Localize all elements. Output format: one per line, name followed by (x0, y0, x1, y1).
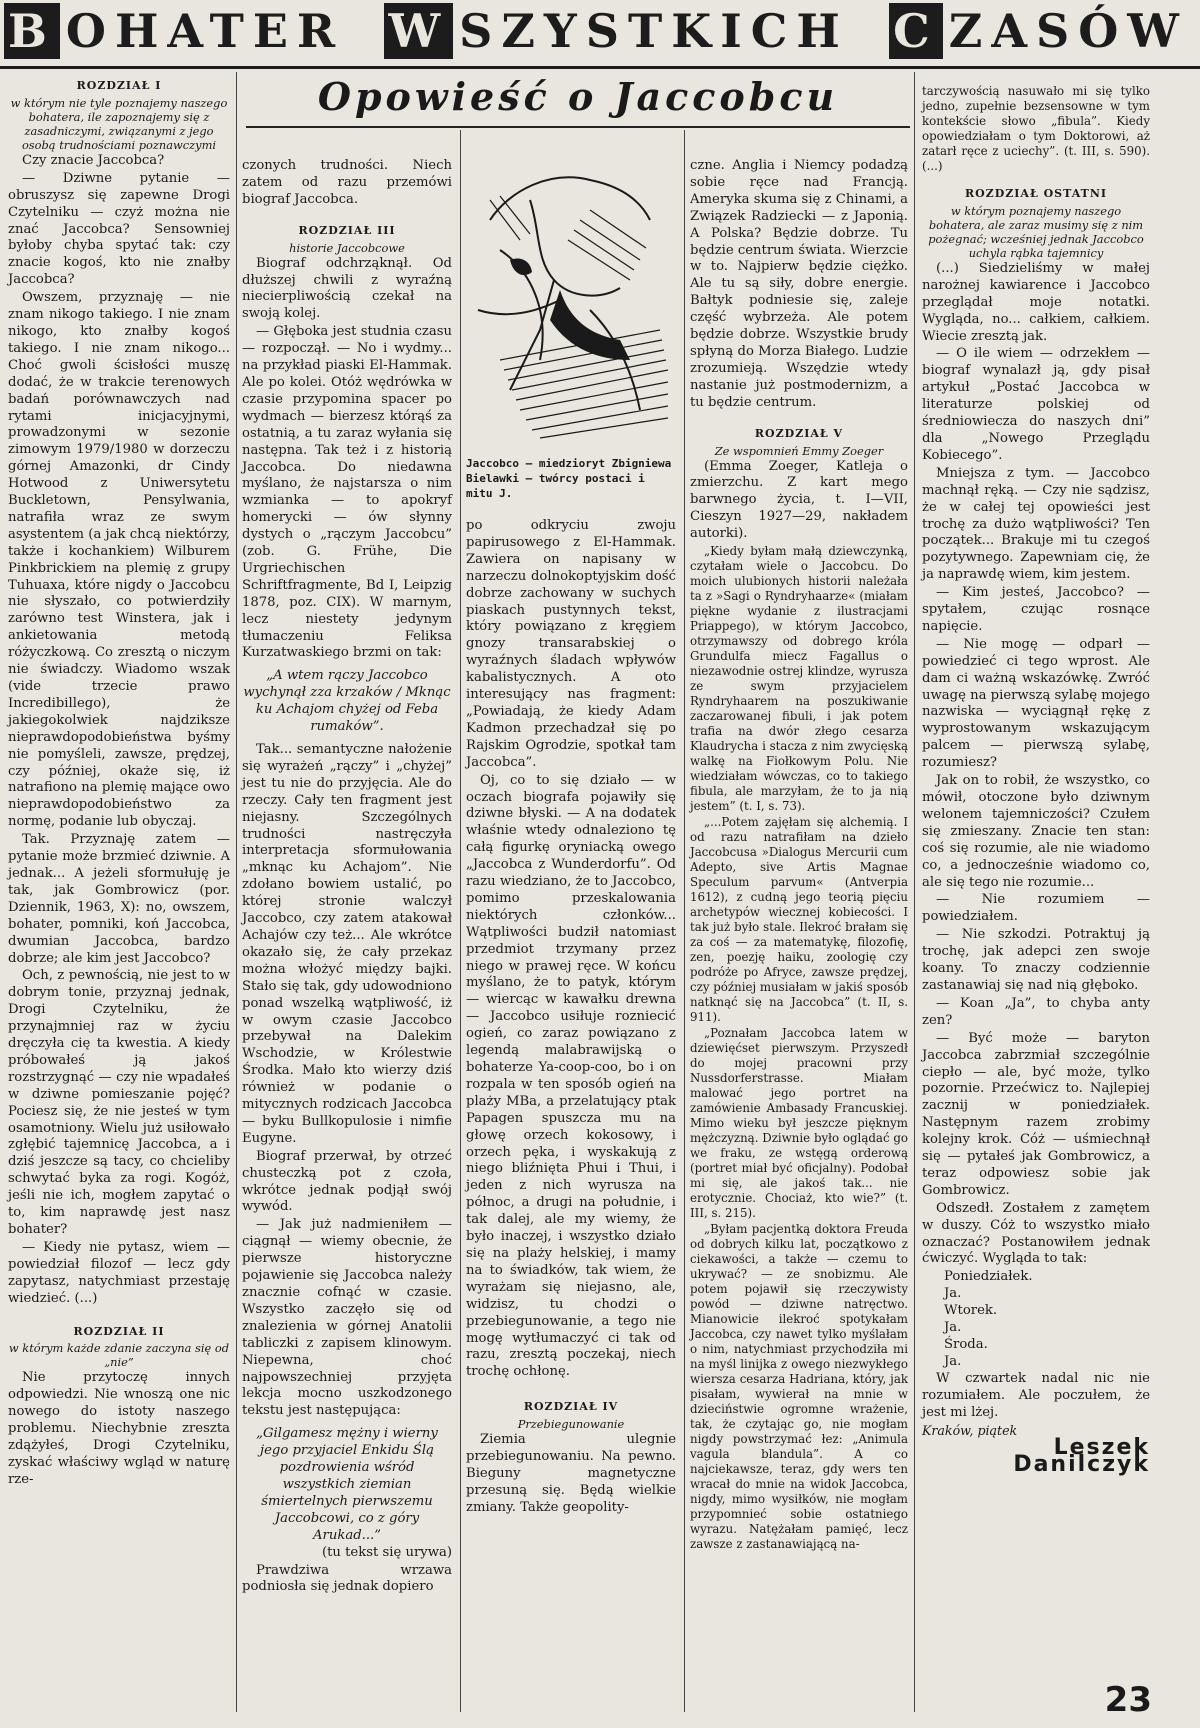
chapter-subtitle: historie Jaccobcowe (289, 240, 405, 255)
engraving-illustration (470, 160, 674, 448)
verse: „A wtem rączy Jaccobco wychynął zza krzaków / Mknąc ku Achajom chyżej od Feba rumaków”. (243, 668, 451, 735)
article-title: Opowieść o Jaccobcu (317, 74, 839, 119)
masthead-rule (0, 66, 1200, 69)
title-rule (246, 126, 910, 128)
chapter-heading: ROZDZIAŁ II (73, 1324, 165, 1338)
column-divider (914, 72, 915, 1712)
paragraph: Och, z pewnością, nie jest to w dobrym tonie, przyznaj jednak, Drogi Czytelniku, że przynajmniej raz w życiu dręczyła cię ta kwestia. A kiedy próbowałeś ją jakoś rozstrzygnąć — czy nie wpadałeś w dziwne pomieszanie pojęć? Pociesz się, że nie jesteś w tym osamotniony. Wielu już usiłowało zgłębić tajemnicę Jaccobca, a i dziś jeszcze są tacy, co chcieliby schwytać byka za rogi. Kogóż, jeśli nie ich, mogłem zapytać o to, kim naprawdę jest nasz bohater? (8, 968, 230, 1237)
paragraph: Nie przytoczę innych odpowiedzi. Nie wnoszą one nic nowego do istoty naszego problemu. Niechybnie zreszta zdążyłeś, Drogi Czytelniku, zyskać właściwy wgląd w naturę rze- (8, 1370, 230, 1487)
list-item: Ja. (944, 1286, 962, 1302)
paragraph: Biograf przerwał, by otrzeć chusteczką pot z czoła, wkrótce jednak podjął swój wywód. (242, 1148, 452, 1215)
paragraph: — Nie rozumiem — powiedziałem. (922, 892, 1150, 925)
column-divider (460, 130, 461, 1712)
paragraph: po odkryciu zwoju papirusowego z El-Hammak. Zawiera on napisany w narzeczu dolnokoptyjskim dość dobrze zachowany w suchych piaskach pustynnych tekst, który powiązano z kręgiem gnozy transarabskiej o wyraźnych śladach wpływów kabalistycznych. A oto interesujący nas fragment: „Powiadają, że kiedy Adam Kadmon przechadzał się po Rajskim Ogrodzie, spotkał tam Jaccobca”. (466, 518, 676, 770)
chapter-heading: ROZDZIAŁ OSTATNI (964, 187, 1108, 200)
paragraph: — Kiedy nie pytasz, wiem — powiedział filozof — lecz gdy zapytasz, natychmiast przestaję wiedzieć. (...) (8, 1239, 230, 1306)
list-item: Poniedziałek. (944, 1269, 1033, 1285)
paragraph: W czwartek nadal nic nie rozumiałem. Ale poczułem, że jest mi lżej. (922, 1370, 1150, 1420)
author-name: Leszek Danilczyk (1013, 1435, 1150, 1478)
chapter-subtitle: w którym nie tyle poznajemy naszego bohatera, ile zapoznajemy się z zasadniczymi, związanymi z jego osobą trudnościami poznawczymi (10, 95, 228, 152)
paragraph: Odszedł. Zostałem z zamętem w duszy. Cóż to wszystko miało oznaczać? Postanowiłem jednak ćwiczyć. Wygląda to tak: (922, 1200, 1150, 1267)
paragraph: — Kim jesteś, Jaccobco? — spytałem, czując rosnące napięcie. (922, 585, 1150, 634)
paragraph: Biograf odchrząknął. Od dłuższej chwili z wyraźną niecierpliwością czekał na swoją kolej. (242, 255, 452, 322)
paragraph: Tak. Przyznaję zatem — pytanie może brzmieć dziwnie. A jednak... A jeżeli sformułuję je tak, jak Gombrowicz (por. Dziennik, 1963, X): no, owszem, bohater, pomniki, koń Jaccobca, dwumian Jaccobca, bardzo dobrze; ale kim jest Jaccobco? (8, 832, 230, 966)
chapter-subtitle: Ze wspomnień Emmy Zoeger (714, 443, 884, 458)
illustration-caption: Jaccobco — miedzioryt Zbigniewa Bielawki — twórcy postaci i mitu J. (466, 457, 672, 500)
paragraph: Ziemia ulegnie przebiegunowaniu. Na pewno. Bieguny magnetyczne przesuną się. Będą wielkie zmiany. Także geopolity- (466, 1432, 676, 1515)
chapter-subtitle: w którym poznajemy naszego bohatera, ale zaraz musimy się z nim pożegnać; wcześniej jednak Jaccobco uchyla rąbka tajemnicy (928, 203, 1144, 260)
paragraph: — Dziwne pytanie — obruszysz się zapewne Drogi Czytelniku — czyż można nie znać Jaccobca? Sensowniej byłoby chyba spytać tak: czy znacie kogoś, kto nie znałby Jaccobca? (8, 170, 230, 288)
paragraph: — Być może — baryton Jaccobca zabrzmiał szczególnie ciepło — ale, być może, tylko pozornie. Przećwicz to. Najlepiej zacznij w poniedziałek. Następnym razem zrobimy kolejny krok. Cóż — uśmiechnął się — pytałeś jak Gombrowicz, a teraz odpowiesz sobie jak Gombrowicz. (922, 1030, 1150, 1198)
list-item: Ja. (944, 1353, 962, 1369)
quote-paragraph: „Byłam pacjentką doktora Freuda od dobrych kilku lat, początkowo z ciekawości, a także — czemu to ukrywać? — ze snobizmu. Ale potem pojawił się rzeczywisty powód — dziwne natręctwo. Mianowicie ilekroć spotykałam Jaccobca, czy nawet tylko myślałam o nim, natychmiast przychodziła mi na myśl linijka z owego niezwykłego wiersza cesarza Hadriana, który, jak pisałam, wywierał na mnie w dzieciństwie ogromne wrażenie, tak, że czytając go, nie mogłam nigdy powstrzymać łez: „Animula vagula blandula”. A co najciekawsze, teraz, gdy wers ten wracał do mnie na widok Jaccobca, nigdy, mimo wysiłków, nie mogłam przypomnieć sobie ostatniego wyrazu. Natężałam pamięć, lecz zawsze z zastanawiającą na- (690, 1222, 908, 1552)
masthead-word-1: B OHATER (4, 3, 344, 59)
masthead (0, 0, 1200, 62)
signature-place: Kraków, piątek (922, 1422, 1018, 1438)
paragraph: — Jak już nadmieniłem — ciągnął — wiemy obecnie, że pierwsze historyczne pojawienie się Jaccobca należy znacznie cofnąć w czasie. Wszystko zaczęło się od znalezienia w górnej Anatolii tabliczki z zapisem klinowym. Niepewna, choć najpowszechniej przyjęta lekcja mocno uszkodzonego tekstu jest następująca: (242, 1217, 452, 1419)
column-divider (236, 72, 237, 1712)
column-2 (242, 158, 452, 1597)
paragraph: Tak... semantyczne nałożenie się wyrażeń „rączy” i „chyżej” jest tu nie do przyjęcia. Ale do rzeczy. Cały ten fragment jest niejasny. Szczególnych trudności nastręczyła interpretacja sformułowania „mknąc ku Achajom”. Nie zdołano bowiem ustalić, po której stronie walczył Jaccobco, czy zatem atakował Achajów czy też... Ale wkrótce okazało się, że cały przekaz można włożyć między bajki. Stało się tak, gdy udowodniono ponad wszelką wątpliwość, iż w owym czasie Jaccobco przebywał na Dalekim Wschodzie, w Królestwie Środka. Mało kto wierzy dziś również w podanie o mitycznych rodzicach Jaccobca — byku Bullkopulosie i nimfie Eugyne. (242, 742, 452, 1146)
quote-paragraph: „...Potem zajęłam się alchemią. I od razu natrafiłam na dzieło Jaccobcusa »Dialogus Mercurii cum Adepto, sive Artis Magnae Speculum parvum« (Antverpia 1612), z cudną jego teorią pięciu archetypów wiecznej kobiecości. I tak już było stale. Ilekroć brałam się za coś — za matematykę, filozofię, zen, poezję haiku, zoologię czy podróże po Afryce, zawsze prędzej, czy później musiałam w jakiś sposób natknąć się na Jaccobca” (t. II, s. 911). (690, 815, 908, 1025)
masthead-word-3: C ZASÓW (889, 3, 1188, 59)
quote-paragraph: „Poznałam Jaccobca latem w dziewięćset pierwszym. Przyszedł do mojej pracowni przy Nussdorferstrasse. Miałam malować jego portret na zamówienie Ambasady Francuskiej. Mimo wieku był jeszcze pięknym mężczyzną. Dziwnie było oglądać go we fraku, ze wstęgą orderową (portret miał być oficjalny). Podobał mi się, ale jakoś tak... nie erotycznie. Chociaż, kto wie?” (t. III, s. 215). (690, 1026, 908, 1221)
column-4 (690, 158, 908, 1553)
column-1 (8, 78, 230, 1490)
paragraph: Czy znacie Jaccobca? (22, 152, 165, 168)
paragraph: czonych trudności. Niech zatem od razu przemówi biograf Jaccobca. (242, 158, 452, 207)
list-item: Wtorek. (944, 1303, 998, 1319)
chapter-subtitle: w którym każde zdanie zaczyna się od „nie” (8, 1341, 230, 1370)
paragraph: Jak on to robił, że wszystko, co mówił, otoczone było dziwnym welonem tajemniczości? Czułem się zmieszany. Znacie ten stan: coś się rozumie, ale nie wiadomo co, a jednocześnie wiadomo co, ale się tego nie rozumie... (922, 773, 1150, 890)
paragraph: — Głęboka jest studnia czasu — rozpoczął. — No i wydmy... na przykład piaski El-Hammak. Ale po kolei. Otóż wędrówka w czasie przypomina spacer po wydmach — bierzesz którąś za ostatnią, a tu zaraz wyłania się następna. Tak też i z historią Jaccobca. Do niedawna myślano, że najstarsza o nim wzmianka — to apokryf homerycki — ów słynny dystych o „rączym Jaccobcu” (zob. G. Frühe, Die Urgriechischen Schriftfragmente, Bd I, Leipzig 1878, poz. CIX). W marnym, lecz niestety jedynym tłumaczeniu Feliksa Kurzatwaskiego brzmi on tak: (242, 324, 452, 661)
list-item: Ja. (944, 1320, 962, 1336)
paragraph: Prawdziwa wrzawa podniosła się jednak dopiero (242, 1562, 452, 1595)
verse: „Gilgamesz mężny i wierny jego przyjaciel Enkidu Ślą pozdrowienia wśród wszystkich ziemian śmiertelnych pierwszemu Jaccobcowi, co z góry Arukad...” (256, 1426, 438, 1543)
paragraph: Mniejsza z tym. — Jaccobco machnął ręką. — Czy nie sądzisz, że w całej tej opowieści jest trochę za dużo wątpliwości? Ten początek... Brakuje mi tu czegoś pozytywnego. Zapewniam cię, że ja naprawdę wiem, kim jestem. (922, 465, 1150, 583)
column-5 (922, 84, 1150, 1478)
column-divider (684, 130, 685, 1712)
paragraph: Oj, co to się działo — w oczach biografa pojawiły się dziwne błyski. — A na dodatek właśnie wtedy odnaleziono tę całą figurkę oryniacką owego „Jaccobca z Wunderdorfu”. Od razu wiedziano, że to Jaccobco, pomimo przeskalowania niektórych członków... Wątpliwości budził natomiast przedmiot trzymany przez niego w prawej ręce. W końcu myślano, że to patyk, którym — wiercąc w kawałku drewna — Jaccobco usiłuje rozniecić ogień, co zaraz powiązano z legendą malabrawijską o bohaterze Ya-coop-coo, bo i on rozpala w ten sposób ogień na plaży MBa, a przelatujący ptak Papagen spuszcza mu na głowę orzech kokosowy, i orzech pęka, i wyskakują z niego bliźnięta Phui i Thui, i jeden z nich wyrusza na północ, a drugi na południe, i tak dalej, ale my wiemy, że było inaczej, i wszystko działo się na plaży helskiej, i mamy na to świadków, tak wiem, że wyrażam się niejasno, ale, widzisz, tu chodzi o przebiegunowanie, a tego nie mogę wytłumaczyć ci tak od razu, zresztą poczekaj, niech trochę ochłonę. (466, 772, 676, 1380)
masthead-word-2: W SZYSTKICH (384, 3, 848, 59)
quote-paragraph: „Kiedy byłam małą dziewczynką, czytałam wiele o Jaccobcu. Do moich ulubionych historii należała ta z »Sagi o Ryndryhaarze« (miałam piękne wydanie z ilustracjami Priappego), w którym Jaccobco, otrzymawszy od dobrego króla Grundulfa miecz Fagallus o niezawodnie ostrej klindze, wyrusza ze swym przyjacielem Ryndryhaarem na poszukiwanie zaczarowanej fibuli, i jak potem trafia na dwór złego cesarza Klaudrycha i stacza z nim zwycięską walkę na Fiołkowym Polu. Nie wiedziałam wówczas, co to takiego fibula, ale marzyłam, że to ja nią jestem” (t. I, s. 73). (690, 544, 908, 814)
chapter-heading: ROZDZIAŁ III (298, 223, 396, 237)
chapter-heading: ROZDZIAŁ IV (523, 1400, 619, 1414)
quote-paragraph: tarczywością nasuwało mi się tylko jedno, zupełnie bezsensowne w tym kontekście słowo „fibula”. Kiedy opowiedziałam o tym Doktorowi, aż zatarł ręce z uciechy”. (t. III, s. 590). (...) (922, 84, 1150, 173)
paragraph: — Koan „Ja”, to chyba anty zen? (922, 995, 1150, 1028)
chapter-subtitle: Przebiegunowanie (517, 1417, 625, 1432)
paragraph: — Nie mogę — odparł — powiedzieć ci tego wprost. Ale dam ci ważną wskazówkę. Zwróć uwagę na pierwszą sylabę mojego nazwiska — wyciągnął rękę z wyprostowanym wskazującym palcem — pierwszą sylabę, rozumiesz? (922, 636, 1150, 771)
paragraph: czne. Anglia i Niemcy podadzą sobie ręce nad Francją. Ameryka skuma się z Chinami, a Związek Radziecki — z Japonią. A Polska? Będzie dobrze. Tu będzie centrum świata. Wierzcie w to. Najpierw będzie ciężko. Ale tu są siły, dobre energie. Bałtyk podniesie się, zaleje część wybrzeża. Ale potem będzie dobrze. Wszystkie brudy spłyną do Morza Białego. Ludzie zrozumieją. Wszędzie wtedy nastanie już postmodernizm, a tu będzie centrum. (690, 158, 909, 410)
column-3 (466, 518, 676, 1518)
page-number: 23 (1104, 1680, 1152, 1720)
paragraph: Owszem, przyznaję — nie znam nikogo takiego. I nie znam nikogo, kto znałby kogoś takiego. I nie znam nikogo... Choć gwoli ścisłości muszę dodać, że w trakcie terenowych badań porównawczych nad rytami inicjacyjnymi, prowadzonymi w sezonie zimowym 1979/1980 w dorzeczu górnej Amazonki, dr Cindy Hotwood z Uniwersytetu Buckletown, Pensylwania, natrafiła wraz ze swym asystentem (a jak chcą niektórzy, także i kochankiem) Wilburem Pinkbrickiem na plemię z grupy Tuhuaxa, które nigdy o Jaccobcu nie słyszało, co potwierdziły zarówno test Winstera, jak i ankietowania metodą różyczkową. Co zresztą o niczym nie świadczy. Wiadomo wszak (vide trzecie prawo Incredibillego), że jakiegokolwiek najdziksze nieprawdopodobieństwa byśmy nie pomyśleli, zawsze, prędzej, czy później, okaże się, iż natrafiono na plemię mające owo nieprawdopodobieństwo za normę, podanie lub obyczaj. (8, 290, 230, 830)
verse-note: (tu tekst się urywa) (321, 1544, 452, 1560)
list-item: Środa. (944, 1337, 988, 1352)
paragraph: (Emma Zoeger, Katleja o zmierzchu. Z kart mego barwnego życia, t. I—VII, Cieszyn 1927—29, nakładem autorki). (690, 458, 908, 542)
chapter-heading: ROZDZIAŁ I (76, 79, 162, 92)
paragraph: — Nie szkodzi. Potraktuj ją trochę, jak adepci zen swoje koany. To znaczy codziennie zastanawiaj się nad nią głęboko. (922, 927, 1150, 993)
paragraph: (...) Siedzieliśmy w małej narożnej kawiarence i Jaccobco przeglądał moje notatki. Wygląda, no... całkiem, całkiem. Wiecie zresztą jak. (922, 260, 1150, 344)
paragraph: — O ile wiem — odrzekłem — biograf wynalazł ją, gdy pisał artykuł „Postać Jaccobca w literaturze polskiej od średniowiecza do naszych dni” dla „Nowego Przeglądu Kobiecego”. (922, 346, 1150, 463)
chapter-heading: ROZDZIAŁ V (754, 426, 844, 440)
